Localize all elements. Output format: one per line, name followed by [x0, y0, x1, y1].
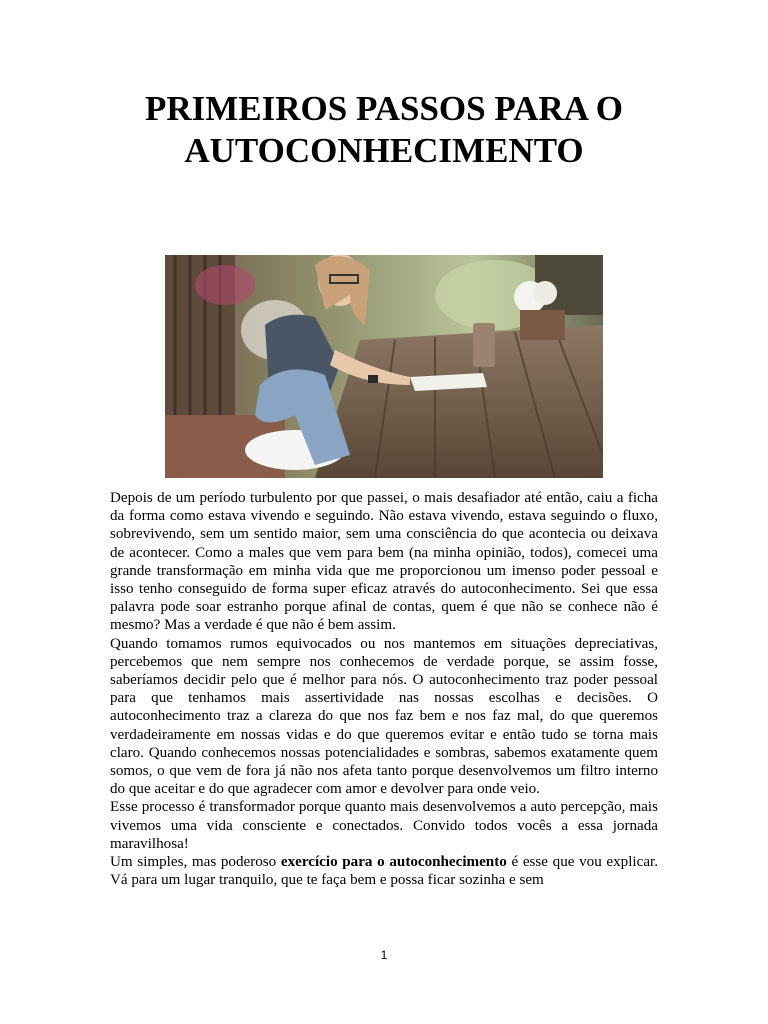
photo-illustration — [165, 255, 603, 478]
page-number: 1 — [380, 948, 388, 962]
title-line-2: AUTOCONHECIMENTO — [184, 131, 584, 170]
paragraph-4-end: é esse que vou explicar. Vá para um lugar tranquilo, que te faça bem e possa ficar sozinha e sem — [110, 854, 658, 889]
article-photo — [165, 255, 603, 478]
paragraph-3: Esse processo é transformador porque quanto mais desenvolvemos a auto percepção, mais vivemos uma vida consciente e conectados. Convido todos vocês a essa jornada maravilhosa! — [110, 799, 658, 852]
paragraph-4-emphasis: exercício para o autoconhecimento — [280, 854, 507, 871]
article-body — [110, 489, 658, 889]
paragraph-1: Depois de um período turbulento por que passei, o mais desafiador até então, caiu a ficha da forma como estava vivendo e seguindo. Não estava vivendo, estava seguindo o fluxo, sobrevivendo, sem um sentido maior, sem uma consciência do que acontecia ou deixava de acontecer. Como a males que vem para bem (na minha opinião, todos), comecei uma grande transformação em minha vida que me proporcionou um imenso poder pessoal e isso tenho conseguido de forma super eficaz através do autoconhecimento. Sei que essa palavra pode soar estranho porque afinal de contas, quem é que não se conhece não é mesmo? Mas a verdade é que não é bem assim. — [110, 490, 658, 634]
title-line-1: PRIMEIROS PASSOS PARA O — [144, 89, 624, 128]
document-title — [0, 88, 768, 172]
paragraph-4 — [110, 853, 658, 889]
paragraph-4-start: Um simples, mas poderoso — [110, 854, 281, 871]
paragraph-2: Quando tomamos rumos equivocados ou nos mantemos em situações depreciativas, percebemos que nem sempre nos conhecemos de verdade porque, se assim fosse, saberíamos decidir pelo que é melhor para nós. O autoconhecimento traz poder pessoal para que tenhamos mais assertividade nas nossas escolhas e decisões. O autoconhecimento traz a clareza do que nos faz bem e nos faz mal, do que queremos verdadeiramente em nossas vidas e do que queremos evitar e então tudo se torna mais claro. Quando conhecemos nossas potencialidades e sombras, sabemos exatamente quem somos, o que vem de fora já não nos afeta tanto porque desenvolvemos um filtro interno do que aceitar e do que agradecer com amor e devolver para onde veio. — [110, 635, 658, 798]
